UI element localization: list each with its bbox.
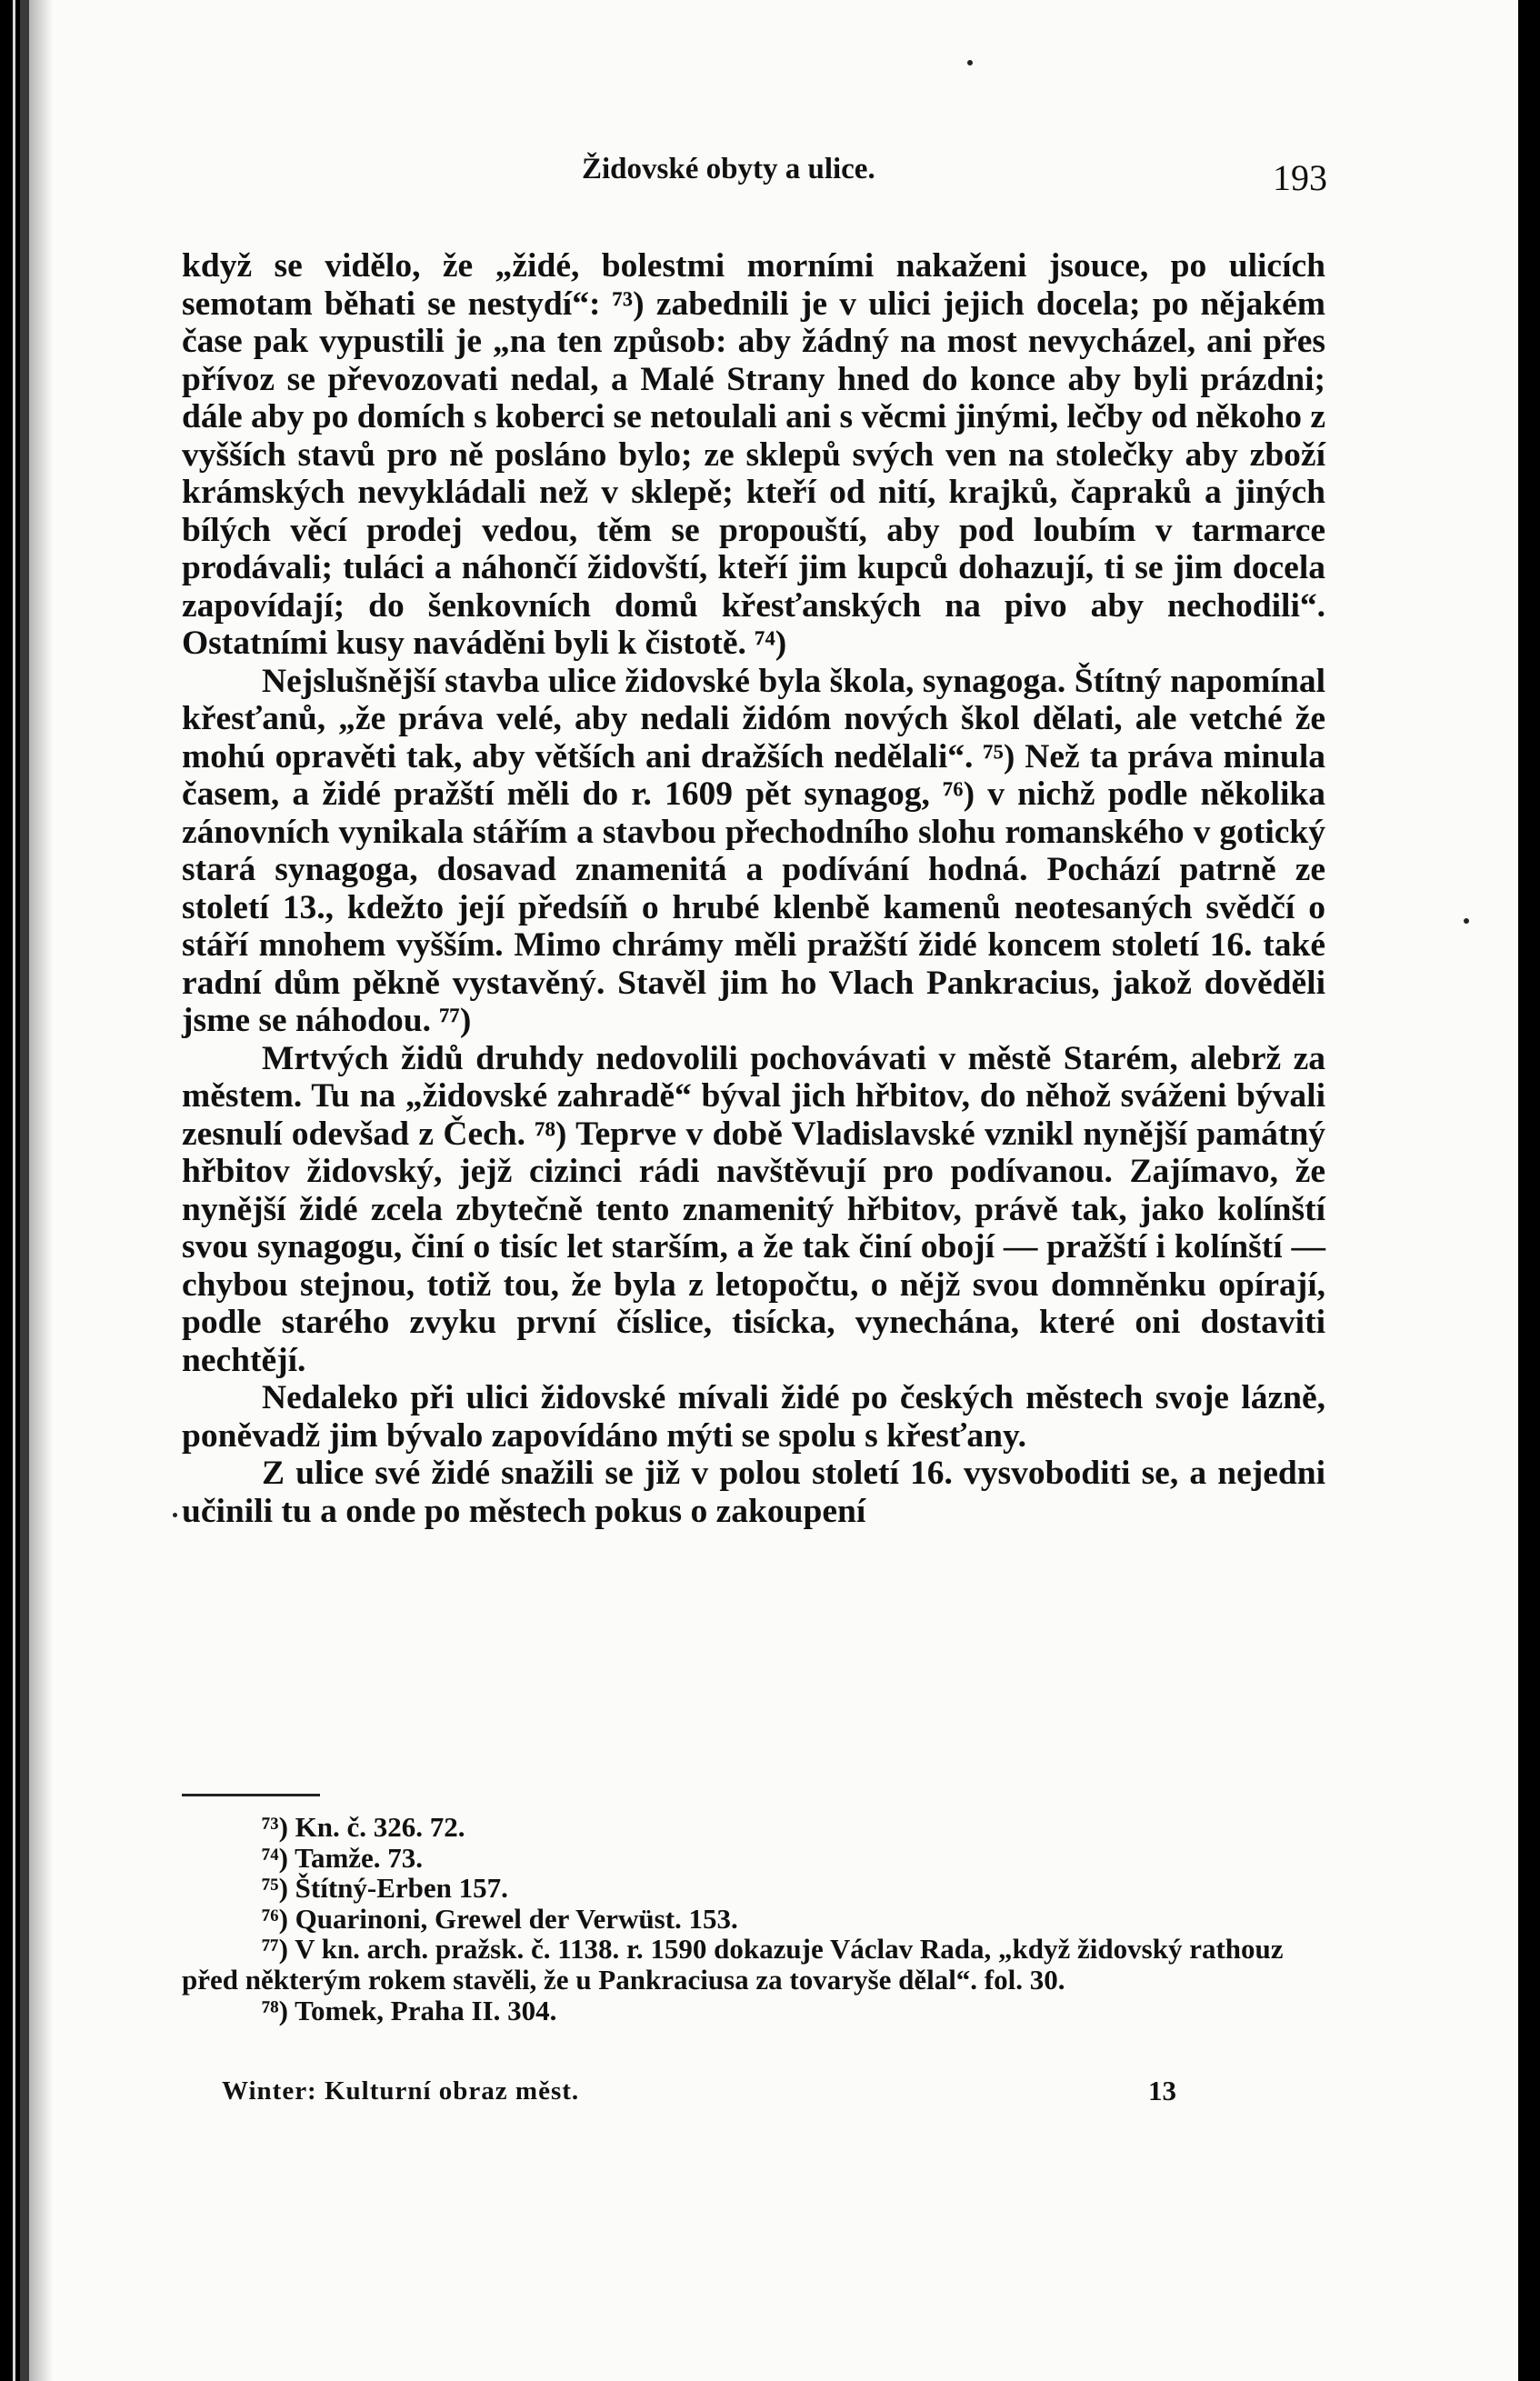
sheet-number: 13: [1148, 2075, 1176, 2106]
footnote-rule: [182, 1794, 320, 1796]
paragraph: když se vidělo, že „židé, bolestmi morními nakaženi jsouce, po ulicích semotam běhati se nestydí“: ⁷³) zabednili je v ulici jejich docela; po nějakém čase pak vypustili je „na ten způsob: aby žádný na most nevycházel, ani přes přívoz se převozovati nedal, a Malé Strany hned do konce aby byli prázdni; dále aby po domích s koberci se netoulali ani s věcmi jinými, lečby od někoho z vyšších stavů pro ně posláno bylo; ze sklepů svých ven na stolečky aby zboží krámských nevykládali než v sklepě; kteří od nití, krajků, čapraků a jiných bílých věcí prodej vedou, těm se propouští, aby pod loubím v tarmarce prodávali; tuláci a náhončí židovští, kteří jim kupců dohazují, ti se jim docela zapovídají; do šenkovních domů křesťanských na pivo aby nechodili“. Ostatními kusy naváděni byli k čistotě. ⁷⁴): [182, 247, 1325, 662]
printer-signature: [222, 2076, 1176, 2113]
footnote: [182, 1934, 1325, 1995]
footnote-text: Štítný-Erben 157.: [295, 1872, 508, 1905]
footnote-text: V kn. arch. pražsk. č. 1138. r. 1590 dokazuje Václav Rada, „když židovský rathouz před některým rokem stavěli, že u Pankraciusa za tovaryše dělal“. fol. 30.: [182, 1933, 1284, 1996]
footnote-mark: ⁷⁵): [262, 1872, 288, 1905]
paper-speck: [173, 1513, 177, 1517]
footnote-mark: ⁷³): [262, 1811, 288, 1843]
paragraph: Mrtvých židů druhdy nedovolili pochovávati v městě Starém, alebrž za městem. Tu na „židovské zahradě“ býval jich hřbitov, do něhož sváženi bývali zesnulí odevšad z Čech. ⁷⁸) Teprve v době Vladislavské vznikl nynější památný hřbitov židovský, jejž cizinci rádi navštěvují pro podívanou. Zajímavo, že nynější židé zcela zbytečně tento znamenitý hřbitov, právě tak, jako kolínští svou synagogu, činí o tisíc let starším, a že tak činí obojí — pražští i kolínští — chybou stejnou, totiž tou, že byla z letopočtu, o nějž svou domněnku opírají, podle starého zvyku první číslice, tisícka, vynechána, které oni dostaviti nechtějí.: [182, 1039, 1325, 1379]
paper-speck: [1464, 918, 1469, 924]
footnote: [182, 1904, 1325, 1935]
footnote-mark: ⁷⁷): [262, 1933, 288, 1966]
paragraph: Nejslušnější stavba ulice židovské byla škola, synagoga. Štítný napomínal křesťanů, „že práva velé, aby nedali židóm nových škol dělati, ale vetché že mohú opravěti tak, aby větších ani dražších nedělali“. ⁷⁵) Než ta práva minula časem, a židé pražští měli do r. 1609 pět synagog, ⁷⁶) v nichž podle několika zánovních vynikala stářím a stavbou přechodního slohu romanského v gotický stará synagoga, dosavad znamenitá a podívání hodná. Pochází patrně ze století 13., kdežto její předsíň o hrubé klenbě kamenů neotesaných svědčí o stáří mnohem vyšším. Mimo chrámy měli pražští židé koncem století 16. také radní dům pěkně vystavěný. Stavěl jim ho Vlach Pankracius, jakož dověděli jsme se náhodou. ⁷⁷): [182, 662, 1325, 1039]
footnote: [182, 1873, 1325, 1904]
footnote: [182, 1812, 1325, 1843]
footnote-text: Kn. č. 326. 72.: [295, 1811, 465, 1843]
spine-shadow: [29, 0, 53, 2381]
footnote: [182, 1996, 1325, 2026]
paragraph: Nedaleko při ulici židovské mívali židé po českých městech svoje lázně, poněvadž jim bývalo zapovídáno mýti se spolu s křesťany.: [182, 1379, 1325, 1455]
footnote: [182, 1843, 1325, 1874]
footnote-mark: ⁷⁴): [262, 1841, 288, 1874]
paragraph: Z ulice své židé snažili se již v polou století 16. vysvoboditi se, a nejedni učinili tu a onde po městech pokus o zakoupení: [182, 1455, 1325, 1530]
gutter-line: [13, 0, 15, 2381]
footnote-text: Quarinoni, Grewel der Verwüst. 153.: [295, 1902, 738, 1935]
footnote-text: Tomek, Praha II. 304.: [295, 1994, 557, 2026]
footnote-mark: ⁷⁶): [262, 1902, 288, 1935]
footnotes: [182, 1812, 1325, 2026]
book-spine: [20, 0, 29, 2381]
main-text: [182, 247, 1325, 1530]
page-number: 193: [1273, 157, 1327, 198]
page-header: [182, 153, 1327, 207]
paper-speck: [967, 60, 973, 65]
running-title: Židovské obyty a ulice.: [582, 153, 875, 185]
footnote-text: Tamže. 73.: [295, 1841, 424, 1874]
signature-text: Winter: Kulturní obraz měst.: [222, 2076, 580, 2106]
footnote-mark: ⁷⁸): [262, 1994, 288, 2026]
